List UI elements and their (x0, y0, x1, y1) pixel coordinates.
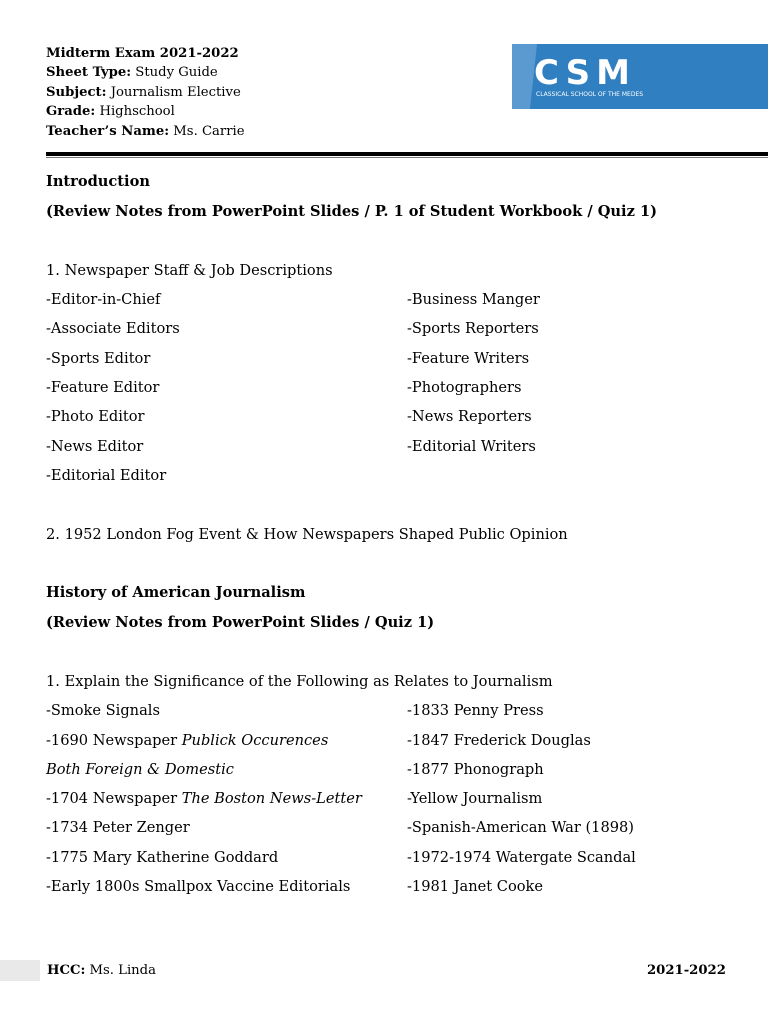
history-review-note: (Review Notes from PowerPoint Slides / Quiz 1) (46, 614, 435, 631)
list-item: -Yellow Journalism (407, 790, 543, 807)
list-item: -News Editor (46, 438, 144, 455)
list-item: -Feature Writers (407, 350, 530, 367)
header-info (46, 44, 245, 141)
list-item: -Sports Editor (46, 350, 151, 367)
svg-text:CLASSICAL SCHOOL OF THE MEDES: CLASSICAL SCHOOL OF THE MEDES (536, 91, 644, 98)
footer-marker (0, 960, 40, 981)
list-item: -Early 1800s Smallpox Vaccine Editorials (46, 878, 351, 895)
header-divider-thin (46, 157, 768, 158)
list-item: -1972-1974 Watergate Scandal (407, 849, 636, 866)
footer-hcc: HCC: Ms. Linda (47, 963, 156, 978)
list-item: -Photographers (407, 379, 522, 396)
list-item: -Smoke Signals (46, 702, 160, 719)
list-item: -1877 Phonograph (407, 761, 544, 778)
svg-text:CSM: CSM (534, 53, 636, 93)
list-item: -1981 Janet Cooke (407, 878, 544, 895)
list-item: -Photo Editor (46, 408, 145, 425)
list-item: -1847 Frederick Douglas (407, 732, 591, 749)
intro-item-1: 1. Newspaper Staff & Job Descriptions (46, 262, 333, 279)
footer-year: 2021-2022 (647, 963, 726, 978)
list-item: -1775 Mary Katherine Goddard (46, 849, 279, 866)
exam-title: Midterm Exam 2021-2022 (46, 46, 239, 61)
list-item: -Feature Editor (46, 379, 160, 396)
list-item: -News Reporters (407, 408, 532, 425)
school-logo (512, 44, 768, 109)
list-item: -1833 Penny Press (407, 702, 544, 719)
intro-review-note: (Review Notes from PowerPoint Slides / P. 1 of Student Workbook / Quiz 1) (46, 203, 658, 220)
header-divider (46, 152, 768, 156)
list-item: -1690 Newspaper Publick Occurences (46, 732, 329, 749)
history-item-1: 1. Explain the Significance of the Following as Relates to Journalism (46, 673, 553, 690)
teacher-name: Teacher’s Name: Ms. Carrie (46, 123, 245, 139)
list-item: -1704 Newspaper The Boston News-Letter (46, 790, 362, 807)
intro-item-2: 2. 1952 London Fog Event & How Newspapers Shaped Public Opinion (46, 526, 568, 543)
list-item: -Editorial Editor (46, 467, 167, 484)
list-item: -1734 Peter Zenger (46, 819, 190, 836)
intro-heading: Introduction (46, 173, 150, 190)
list-item: -Editor-in-Chief (46, 291, 161, 308)
sheet-type: Sheet Type: Study Guide (46, 65, 218, 81)
school-logo-graphic (512, 44, 768, 109)
list-item: -Associate Editors (46, 320, 180, 337)
list-item: -Sports Reporters (407, 320, 539, 337)
list-item: -Business Manger (407, 291, 540, 308)
subject: Subject: Journalism Elective (46, 84, 241, 100)
list-item: -Spanish-American War (1898) (407, 819, 635, 836)
history-heading: History of American Journalism (46, 584, 306, 601)
list-item: Both Foreign & Domestic (46, 761, 234, 778)
grade: Grade: Highschool (46, 104, 175, 120)
list-item: -Editorial Writers (407, 438, 536, 455)
